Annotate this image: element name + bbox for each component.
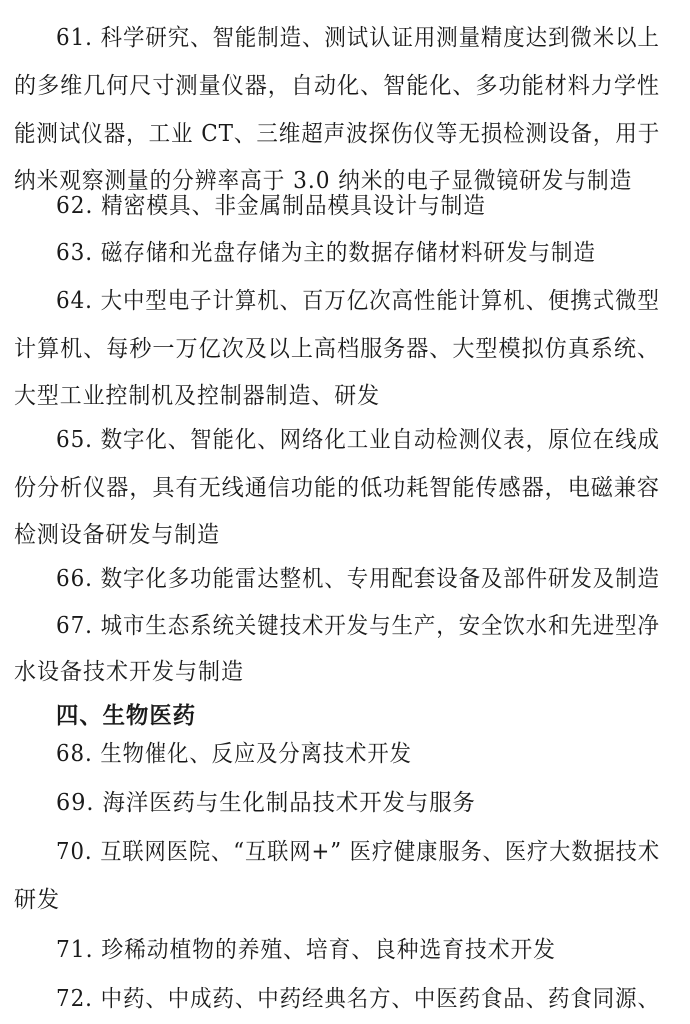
- item-67-line-1: 67. 城市生态系统关键技术开发与生产，安全饮水和先进型净: [56, 613, 660, 639]
- item-65-line-3: 检测设备研发与制造: [14, 522, 220, 548]
- item-61-line-3: 能测试仪器，工业 CT、三维超声波探伤仪等无损检测设备，用于: [14, 121, 661, 147]
- item-68-line-1: 68. 生物催化、反应及分离技术开发: [56, 741, 412, 767]
- item-61-line-4: 纳米观察测量的分辨率高于 3.0 纳米的电子显微镜研发与制造: [14, 168, 633, 194]
- item-64-line-3: 大型工业控制机及控制器制造、研发: [14, 383, 380, 409]
- item-70-line-2: 研发: [14, 887, 60, 913]
- item-61-line-1: 61. 科学研究、智能制造、测试认证用测量精度达到微米以上: [56, 25, 660, 51]
- item-72-line-1: 72. 中药、中成药、中药经典名方、中医药食品、药食同源、: [56, 986, 660, 1012]
- item-65-line-2: 份分析仪器，具有无线通信功能的低功耗智能传感器，电磁兼容: [14, 475, 660, 501]
- item-66-line-1: 66. 数字化多功能雷达整机、专用配套设备及部件研发及制造: [56, 566, 660, 592]
- item-71-line-1: 71. 珍稀动植物的养殖、培育、良种选育技术开发: [56, 937, 556, 963]
- item-62-line-1: 62. 精密模具、非金属制品模具设计与制造: [56, 193, 486, 219]
- item-65-line-1: 65. 数字化、智能化、网络化工业自动检测仪表，原位在线成: [56, 427, 660, 453]
- item-69-line-1: 69. 海洋医药与生化制品技术开发与服务: [56, 790, 476, 816]
- item-67-line-2: 水设备技术开发与制造: [14, 659, 244, 685]
- section-heading: 四、生物医药: [56, 703, 196, 729]
- item-64-line-2: 计算机、每秒一万亿次及以上高档服务器、大型模拟仿真系统、: [14, 336, 660, 362]
- item-64-line-1: 64. 大中型电子计算机、百万亿次高性能计算机、便携式微型: [56, 288, 660, 314]
- item-63-line-1: 63. 磁存储和光盘存储为主的数据存储材料研发与制造: [56, 240, 596, 266]
- item-70-line-1: 70. 互联网医院、“互联网+” 医疗健康服务、医疗大数据技术: [56, 839, 660, 865]
- item-61-line-2: 的多维几何尺寸测量仪器，自动化、智能化、多功能材料力学性: [14, 73, 660, 99]
